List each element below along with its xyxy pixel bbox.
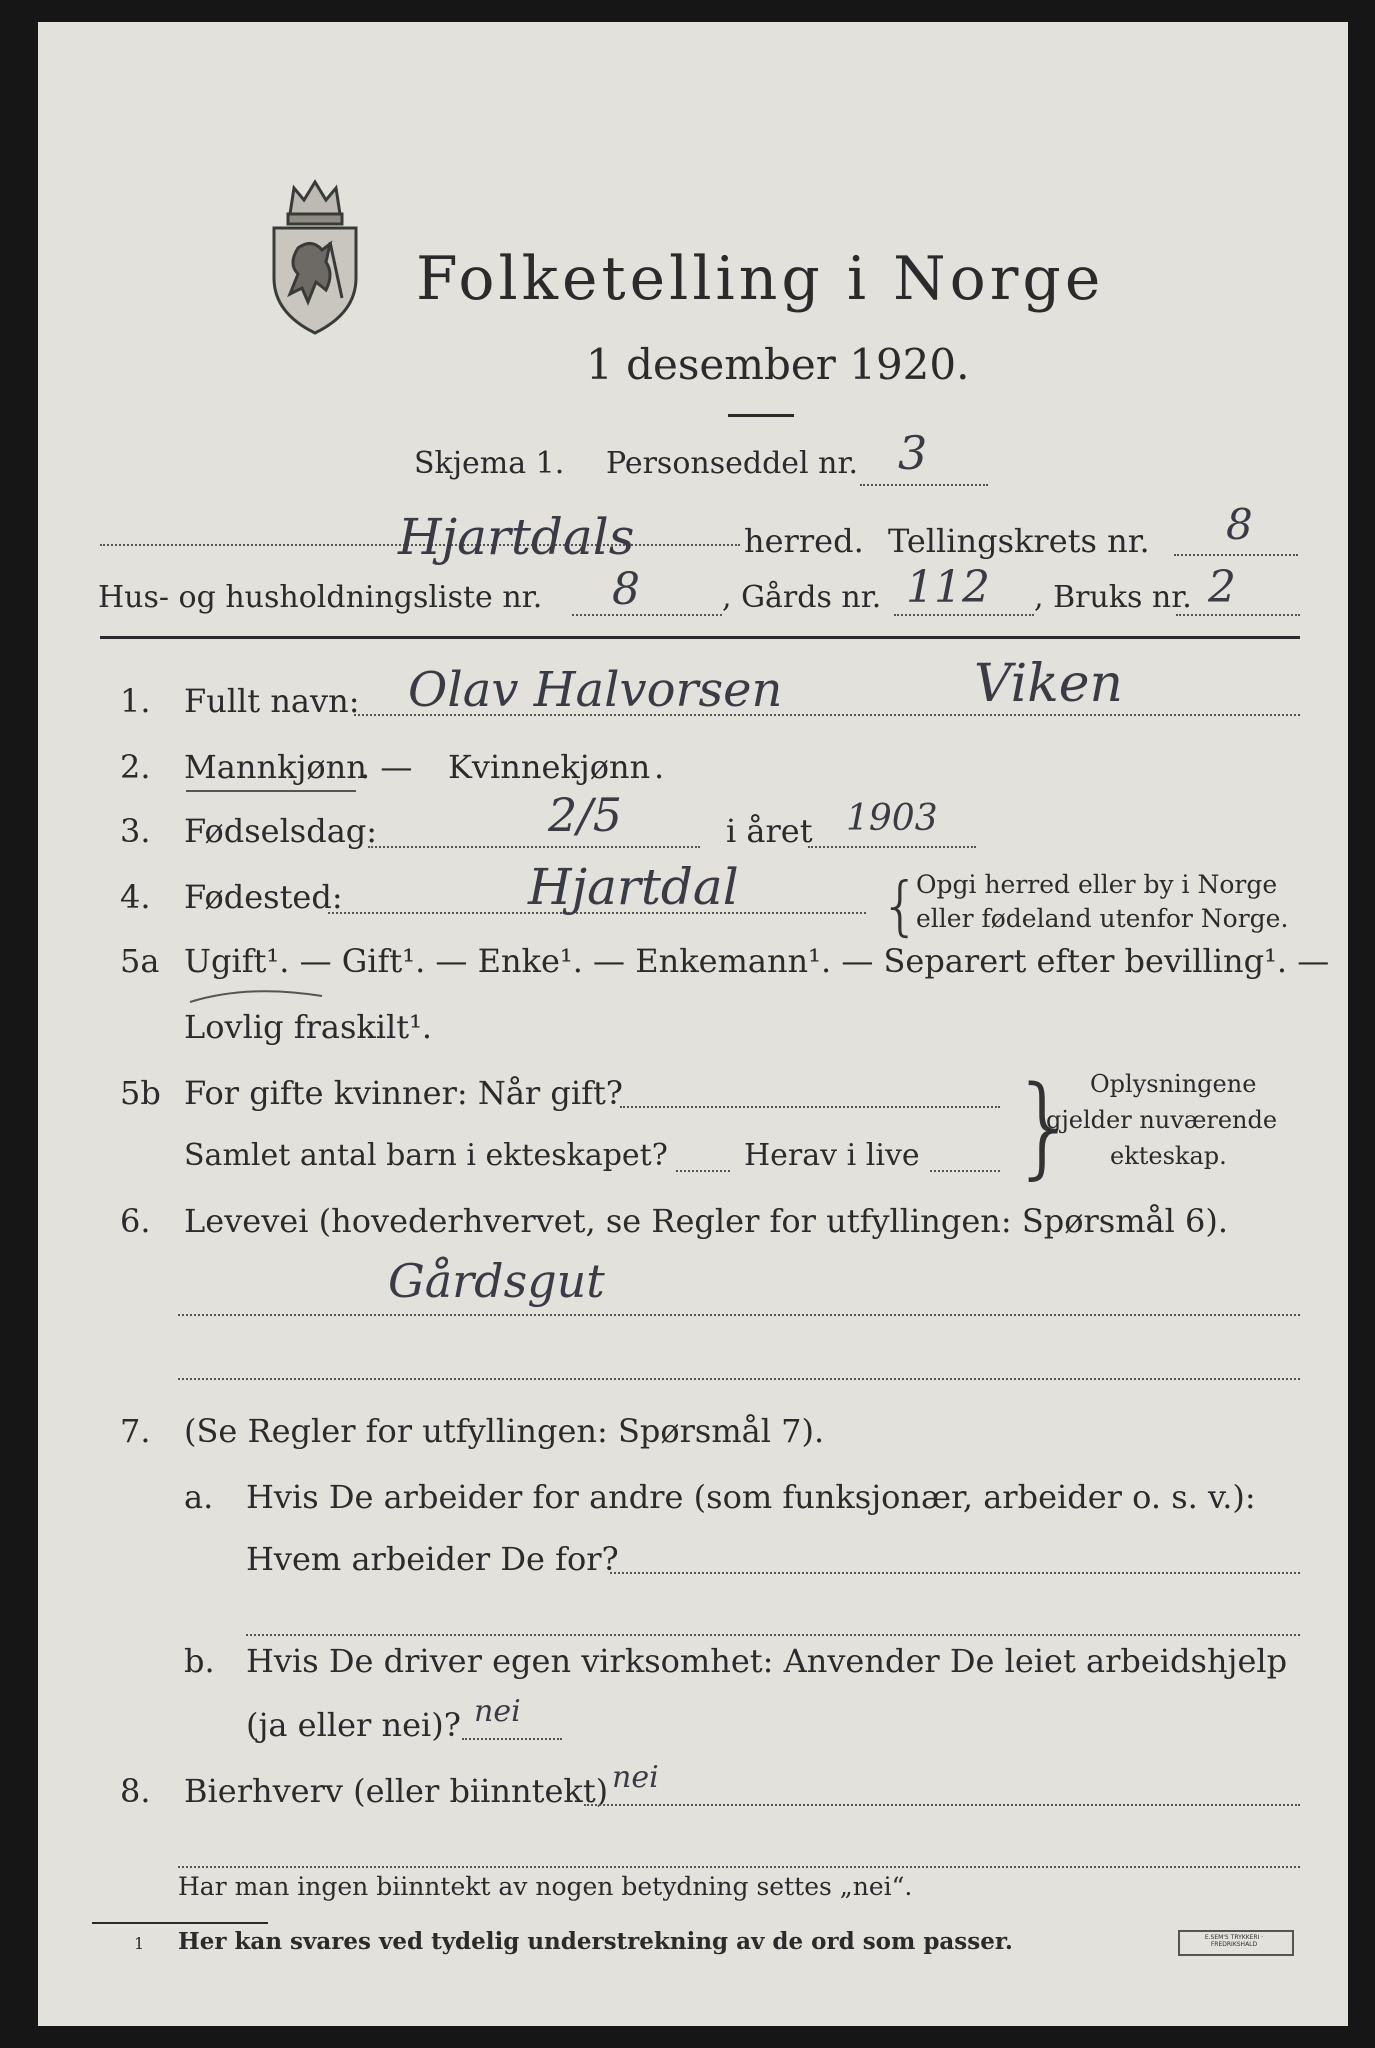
footnote-text: Her kan svares ved tydelig understrekning av de ord som passer.: [178, 1928, 1013, 1955]
gards-label: , Gårds nr.: [722, 580, 882, 615]
q4-note-1: Opgi herred eller by i Norge: [916, 870, 1278, 899]
printer-stamp-text: E.SEM'S TRYKKERI · FREDRIKSHALD: [1204, 1934, 1264, 1948]
q5b-line-2a: Samlet antal barn i ekteskapet?: [184, 1138, 668, 1173]
occupation-value: Gårdsgut: [388, 1254, 605, 1308]
tellingskrets-value: 8: [1226, 500, 1253, 549]
q5a-line-1[interactable]: Ugift¹. — Gift¹. — Enke¹. — Enkemann¹. — Separert efter bevilling¹. —: [184, 942, 1330, 980]
q5b-line-2b: Herav i live: [744, 1138, 920, 1173]
gards-value: 112: [906, 562, 990, 613]
q7-number: 7.: [120, 1412, 151, 1450]
q3-number: 3.: [120, 812, 151, 850]
birth-year-label: i året: [726, 812, 813, 850]
q5b-line-1: For gifte kvinner: Når gift?: [184, 1074, 623, 1112]
q2-sep: . —: [360, 748, 413, 786]
q3-label: Fødselsdag:: [184, 812, 378, 850]
gards-field[interactable]: [894, 614, 1034, 616]
hired-help-field[interactable]: [462, 1738, 562, 1740]
q2-male[interactable]: Mannkjønn: [184, 748, 367, 786]
tellingskrets-label: Tellingskrets nr.: [888, 522, 1150, 560]
census-date: 1 desember 1920.: [586, 340, 970, 389]
birthday-field[interactable]: [368, 846, 700, 848]
q5b-note-3: ekteskap.: [1110, 1142, 1227, 1170]
footnote-mark: 1: [134, 1934, 145, 1953]
q7b-line-2: (ja eller nei)?: [246, 1706, 461, 1744]
bruks-label: , Bruks nr.: [1034, 580, 1192, 615]
employer-field-2[interactable]: [246, 1634, 1300, 1636]
alive-field[interactable]: [930, 1170, 1000, 1172]
skjema-label: Skjema 1.: [414, 446, 565, 481]
q5b-note-1: Oplysningene: [1090, 1070, 1257, 1098]
side-income-field-1[interactable]: [584, 1804, 1300, 1806]
q7a-line-2: Hvem arbeider De for?: [246, 1540, 619, 1578]
q6-number: 6.: [120, 1202, 151, 1240]
hus-field[interactable]: [572, 614, 722, 616]
q7b-line-1: Hvis De driver egen virksomhet: Anvender De leiet arbeidshjelp: [246, 1642, 1288, 1680]
q5b-number: 5b: [120, 1074, 161, 1112]
full-name-last: Viken: [974, 654, 1124, 714]
birthplace-value: Hjartdal: [528, 858, 739, 916]
q5a-number: 5a: [120, 942, 160, 980]
ugift-underline: [188, 980, 328, 1010]
personseddel-field[interactable]: [860, 484, 988, 486]
bruks-field[interactable]: [1176, 614, 1300, 616]
q5b-brace: }: [1010, 1062, 1080, 1190]
male-underline: [186, 790, 356, 792]
header-rule: [100, 636, 1300, 639]
hired-help-value: nei: [474, 1694, 521, 1729]
q7-label: (Se Regler for utfyllingen: Spørsmål 7).: [184, 1412, 825, 1450]
form-title: Folketelling i Norge: [416, 244, 1105, 314]
biinntekt-note: Har man ingen biinntekt av nogen betydning settes „nei“.: [178, 1872, 913, 1901]
birthday-value: 2/5: [548, 788, 623, 842]
q6-label: Levevei (hovederhvervet, se Regler for utfyllingen: Spørsmål 6).: [184, 1202, 1229, 1240]
employer-field-1[interactable]: [610, 1572, 1300, 1574]
q2-number: 2.: [120, 748, 151, 786]
personseddel-value: 3: [898, 426, 928, 480]
tellingskrets-field[interactable]: [1174, 554, 1298, 556]
bruks-value: 2: [1208, 562, 1236, 613]
birth-year-value: 1903: [846, 798, 938, 839]
q4-note-2: eller fødeland utenfor Norge.: [916, 904, 1289, 933]
q2-female[interactable]: Kvinnekjønn: [448, 748, 651, 786]
q4-label: Fødested:: [184, 878, 343, 916]
q8-label: Bierhverv (eller biinntekt): [184, 1772, 609, 1810]
q4-number: 4.: [120, 878, 151, 916]
children-field[interactable]: [676, 1170, 730, 1172]
occupation-field-1[interactable]: [178, 1314, 1300, 1316]
q5a-line-2[interactable]: Lovlig fraskilt¹.: [184, 1008, 433, 1046]
title-divider: [728, 414, 794, 417]
q5b-note-2: gjelder nuværende: [1046, 1106, 1278, 1134]
side-income-field-2[interactable]: [178, 1866, 1300, 1868]
herred-value: Hjartdals: [398, 508, 635, 566]
birth-year-field[interactable]: [808, 846, 976, 848]
q7a-line-1: Hvis De arbeider for andre (som funksjonær, arbeider o. s. v.):: [246, 1478, 1256, 1516]
q4-brace: {: [880, 870, 921, 944]
q7a-letter: a.: [184, 1478, 214, 1516]
occupation-field-2[interactable]: [178, 1378, 1300, 1380]
personseddel-label: Personseddel nr.: [606, 446, 859, 481]
census-form: [38, 22, 1348, 2026]
q7b-letter: b.: [184, 1642, 215, 1680]
full-name-first: Olav Halvorsen: [408, 662, 783, 718]
hus-label: Hus- og husholdningsliste nr.: [98, 580, 543, 615]
q1-label: Fullt navn:: [184, 682, 360, 720]
footnote-rule: [92, 1922, 268, 1924]
q1-number: 1.: [120, 682, 151, 720]
hus-value: 8: [612, 564, 640, 615]
herred-label: herred.: [744, 522, 864, 560]
coat-of-arms-icon: [260, 178, 370, 338]
married-when-field[interactable]: [620, 1106, 1000, 1108]
q8-number: 8.: [120, 1772, 151, 1810]
q2-end: .: [654, 748, 665, 786]
side-income-value: nei: [612, 1760, 659, 1795]
